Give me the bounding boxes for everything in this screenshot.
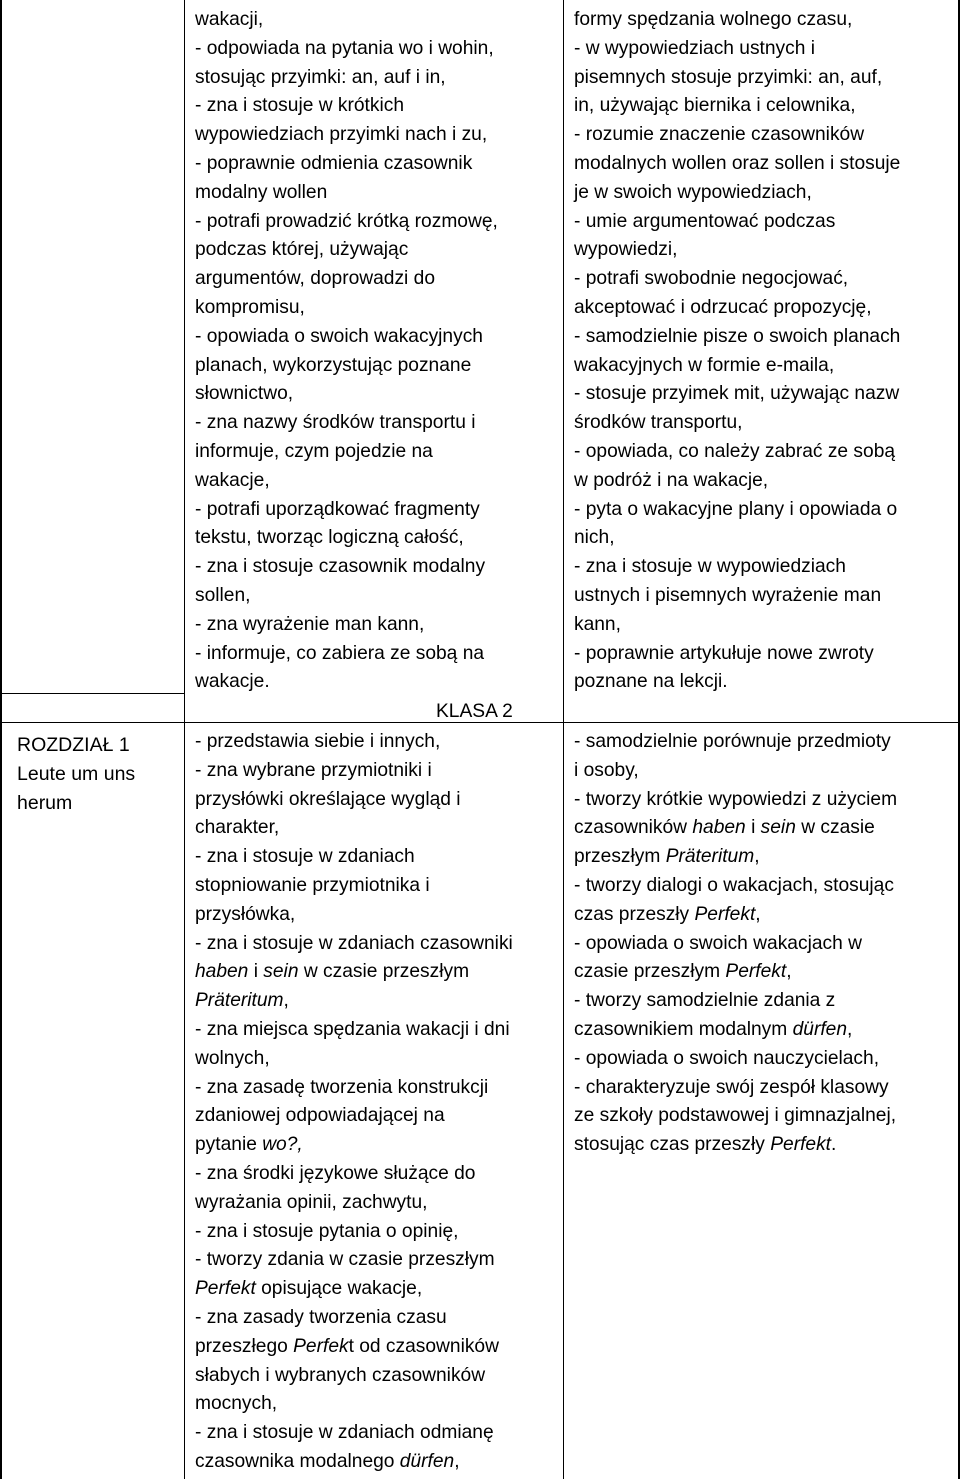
line-segment: - zna zasadę tworzenia konstrukcji <box>195 1076 489 1098</box>
line-segment: , <box>454 1450 460 1472</box>
line-segment: opisujące wakacje, <box>255 1278 423 1300</box>
requirement-line: informuje, czym pojedzie na <box>195 440 433 462</box>
requirement-line: w podróż i na wakacje, <box>574 469 769 491</box>
requirement-line: kompromisu, <box>195 296 305 318</box>
requirement-line: - zna i stosuje w krótkich <box>195 95 405 117</box>
line-segment: czasownikiem modalnym <box>574 1018 793 1040</box>
requirement-line: - zna i stosuje czasownik modalny <box>195 556 486 578</box>
requirement-line: modalnych wollen oraz sollen i stosuje <box>574 152 901 174</box>
requirement-line: wakacyjnych w formie e-maila, <box>574 354 835 376</box>
requirement-line <box>574 1131 956 1160</box>
line-segment: , <box>283 990 289 1012</box>
line-segment: - zna i stosuje pytania o opinię, <box>195 1220 459 1242</box>
line-segment: wolnych, <box>195 1047 270 1069</box>
requirement-line <box>195 1362 557 1391</box>
line-segment: - opowiada o swoich nauczycielach, <box>574 1047 880 1069</box>
line-segment: Perfekt <box>725 961 787 983</box>
class-header: KLASA 2 <box>436 701 513 722</box>
chapter-subtitle-line-2: herum <box>17 791 73 814</box>
chapter-cell <box>17 731 182 817</box>
line-segment: przeszłego <box>195 1335 294 1357</box>
requirement-line <box>195 757 557 786</box>
requirement-line: - opowiada, co należy zabrać ze sobą <box>574 440 896 462</box>
line-segment: pytanie <box>195 1134 263 1156</box>
requirement-line: - poprawnie artykułuje nowe zwroty <box>574 642 874 664</box>
requirement-line <box>574 786 956 815</box>
chapter-subtitle-line-1: Leute um uns <box>17 762 136 785</box>
requirement-line <box>195 843 557 872</box>
requirement-line <box>574 728 956 757</box>
requirement-line: podczas której, używając <box>195 239 409 261</box>
line-segment: , <box>755 903 761 925</box>
table-border-left <box>0 0 2 1479</box>
line-segment: , <box>754 846 760 868</box>
line-segment: sein <box>760 817 796 839</box>
requirement-line: formy spędzania wolnego czasu, <box>574 9 853 30</box>
requirement-line: - potrafi prowadzić krótką rozmowę, <box>195 210 498 232</box>
requirement-line: środków transportu, <box>574 412 743 434</box>
line-segment: - charakteryzuje swój zespół klasowy <box>574 1076 889 1098</box>
top-basic-requirements-cell <box>195 6 557 697</box>
requirement-line: stosując przyimki: an, auf i in, <box>195 66 446 88</box>
requirement-line: - zna nazwy środków transportu i <box>195 412 476 434</box>
line-segment: , <box>786 961 792 983</box>
bottom-extended-requirements-cell <box>574 728 956 1160</box>
requirement-line <box>195 958 557 987</box>
line-segment: czas przeszły <box>574 903 695 925</box>
requirement-line <box>195 1016 557 1045</box>
requirement-line: - zna wyrażenie man kann, <box>195 613 425 635</box>
requirement-line <box>195 930 557 959</box>
line-segment: charakter, <box>195 817 280 839</box>
line-segment: - opowiada o swoich wakacjach w <box>574 932 862 954</box>
requirement-line: słownictwo, <box>195 383 294 405</box>
top-extended-requirements-cell <box>574 6 956 697</box>
line-segment: przysłówka, <box>195 903 296 925</box>
requirement-line <box>195 1102 557 1131</box>
line-segment: - tworzy samodzielnie zdania z <box>574 990 836 1012</box>
requirement-line <box>195 1045 557 1074</box>
requirement-line <box>195 987 557 1016</box>
line-segment: mocnych, <box>195 1393 278 1415</box>
line-segment: przysłówki określające wygląd i <box>195 788 461 810</box>
requirement-line <box>195 1275 557 1304</box>
line-segment: t od czasowników <box>348 1335 499 1357</box>
requirement-line <box>195 1304 557 1333</box>
line-segment: - przedstawia siebie i innych, <box>195 731 441 752</box>
line-segment: czasowników <box>574 817 693 839</box>
requirement-line <box>574 987 956 1016</box>
line-segment: zdaniowej odpowiadającej na <box>195 1105 445 1127</box>
requirement-line: argumentów, doprowadzi do <box>195 268 435 290</box>
line-segment: - tworzy krótkie wypowiedzi z użyciem <box>574 788 898 810</box>
requirement-line: - opowiada o swoich wakacyjnych <box>195 325 483 347</box>
row-divider-top <box>0 693 185 694</box>
requirement-line: - poprawnie odmienia czasownik <box>195 152 473 174</box>
line-segment: - zna środki językowe służące do <box>195 1162 476 1184</box>
line-segment: - zna miejsca spędzania wakacji i dni <box>195 1018 510 1040</box>
requirement-line <box>195 814 557 843</box>
requirement-line <box>195 1189 557 1218</box>
line-segment: - tworzy dialogi o wakacjach, stosując <box>574 874 894 896</box>
line-segment: dürfen <box>792 1018 848 1040</box>
requirement-line: - stosuje przyimek mit, używając nazw <box>574 383 900 405</box>
requirement-line: - potrafi uporządkować fragmenty <box>195 498 480 520</box>
requirement-line: wypowiedziach przyimki nach i zu, <box>195 124 488 146</box>
bottom-basic-requirements-cell <box>195 728 557 1477</box>
line-segment: wyrażania opinii, zachwytu, <box>195 1191 428 1213</box>
requirement-line: - odpowiada na pytania wo i wohin, <box>195 37 494 59</box>
requirement-line <box>574 901 956 930</box>
requirement-line: sollen, <box>195 584 251 606</box>
line-segment: Perfekt <box>195 1278 256 1300</box>
line-segment: Präteritum <box>665 846 755 868</box>
requirement-line: kann, <box>574 613 621 635</box>
requirement-line <box>574 843 956 872</box>
line-segment: czasownika modalnego <box>195 1450 400 1472</box>
requirement-line <box>195 901 557 930</box>
line-segment: , <box>847 1018 853 1040</box>
requirement-line <box>574 1016 956 1045</box>
requirement-line <box>195 1419 557 1448</box>
line-segment: i <box>248 961 264 983</box>
line-segment: wo?, <box>262 1134 303 1156</box>
requirement-line: - potrafi swobodnie negocjować, <box>574 268 849 290</box>
line-segment: w czasie przeszłym <box>298 961 470 983</box>
requirement-line: wakacje, <box>195 469 270 491</box>
requirement-line: in, używając biernika i celownika, <box>574 95 856 117</box>
requirement-line: - zna i stosuje w wypowiedziach <box>574 556 846 578</box>
line-segment: ze szkoły podstawowej i gimnazjalnej, <box>574 1105 897 1127</box>
line-segment: stosując czas przeszły <box>574 1134 771 1156</box>
requirement-line <box>574 1074 956 1103</box>
column-divider-2 <box>563 0 564 1479</box>
line-segment: - zna wybrane przymiotniki i <box>195 759 432 781</box>
line-segment: Perfekt <box>770 1134 832 1156</box>
requirement-line: tekstu, tworząc logiczną całość, <box>195 527 464 549</box>
requirement-line <box>195 1131 557 1160</box>
line-segment: - zna i stosuje w zdaniach <box>195 846 415 868</box>
requirement-line <box>574 930 956 959</box>
line-segment: stopniowanie przymiotnika i <box>195 874 430 896</box>
requirement-line <box>195 1246 557 1275</box>
requirement-line <box>574 757 956 786</box>
requirement-line <box>195 1390 557 1419</box>
line-segment: sein <box>263 961 299 983</box>
requirement-line: pisemnych stosuje przyimki: an, auf, <box>574 66 883 88</box>
requirement-line: je w swoich wypowiedziach, <box>574 181 812 203</box>
line-segment: w czasie <box>795 817 875 839</box>
line-segment: - zna zasady tworzenia czasu <box>195 1306 447 1328</box>
requirement-line <box>574 958 956 987</box>
line-segment: . <box>831 1134 837 1156</box>
line-segment: dürfen <box>399 1450 455 1472</box>
requirement-line: ustnych i pisemnych wyrażenie man <box>574 584 882 606</box>
requirement-line: - rozumie znaczenie czasowników <box>574 124 865 146</box>
line-segment: Präteritum <box>195 990 284 1012</box>
line-segment: słabych i wybranych czasowników <box>195 1364 486 1386</box>
requirement-line <box>195 872 557 901</box>
requirement-line: - informuje, co zabiera ze sobą na <box>195 642 485 664</box>
requirement-line <box>195 1448 557 1477</box>
line-segment: Perfekt <box>694 903 756 925</box>
requirement-line: planach, wykorzystując poznane <box>195 354 472 376</box>
requirement-line: modalny wollen <box>195 181 328 203</box>
requirement-line: - w wypowiedziach ustnych i <box>574 37 816 59</box>
requirement-line <box>574 1045 956 1074</box>
line-segment: przeszłym <box>574 846 666 868</box>
requirement-line: wypowiedzi, <box>574 239 678 261</box>
line-segment: czasie przeszłym <box>574 961 726 983</box>
line-segment: i <box>745 817 761 839</box>
line-segment: - zna i stosuje w zdaniach czasowniki <box>195 932 513 954</box>
requirement-line <box>195 1160 557 1189</box>
line-segment: - tworzy zdania w czasie przeszłym <box>195 1249 495 1271</box>
line-segment: i osoby, <box>574 759 639 781</box>
requirement-line: akceptować i odrzucać propozycję, <box>574 296 872 318</box>
line-segment: haben <box>692 817 746 839</box>
requirement-line <box>195 786 557 815</box>
requirement-line: wakacji, <box>195 9 264 30</box>
chapter-title: ROZDZIAŁ 1 <box>17 734 130 756</box>
requirement-line <box>574 814 956 843</box>
line-segment: - zna i stosuje w zdaniach odmianę <box>195 1422 494 1444</box>
requirement-line: poznane na lekcji. <box>574 671 728 693</box>
line-segment: Perfek <box>293 1335 349 1357</box>
requirement-line: nich, <box>574 527 615 549</box>
column-divider-1 <box>184 0 185 1479</box>
requirement-line <box>195 1218 557 1247</box>
line-segment: haben <box>195 961 249 983</box>
requirement-line: - samodzielnie pisze o swoich planach <box>574 325 901 347</box>
requirement-line <box>195 1074 557 1103</box>
requirement-line <box>195 728 557 757</box>
requirement-line: - umie argumentować podczas <box>574 210 836 232</box>
requirement-line: - pyta o wakacyjne plany i opowiada o <box>574 498 898 520</box>
requirement-line <box>574 1102 956 1131</box>
requirement-line <box>195 1333 557 1362</box>
requirement-line <box>574 872 956 901</box>
line-segment: - samodzielnie porównuje przedmioty <box>574 731 891 752</box>
requirement-line: wakacje. <box>195 671 270 693</box>
